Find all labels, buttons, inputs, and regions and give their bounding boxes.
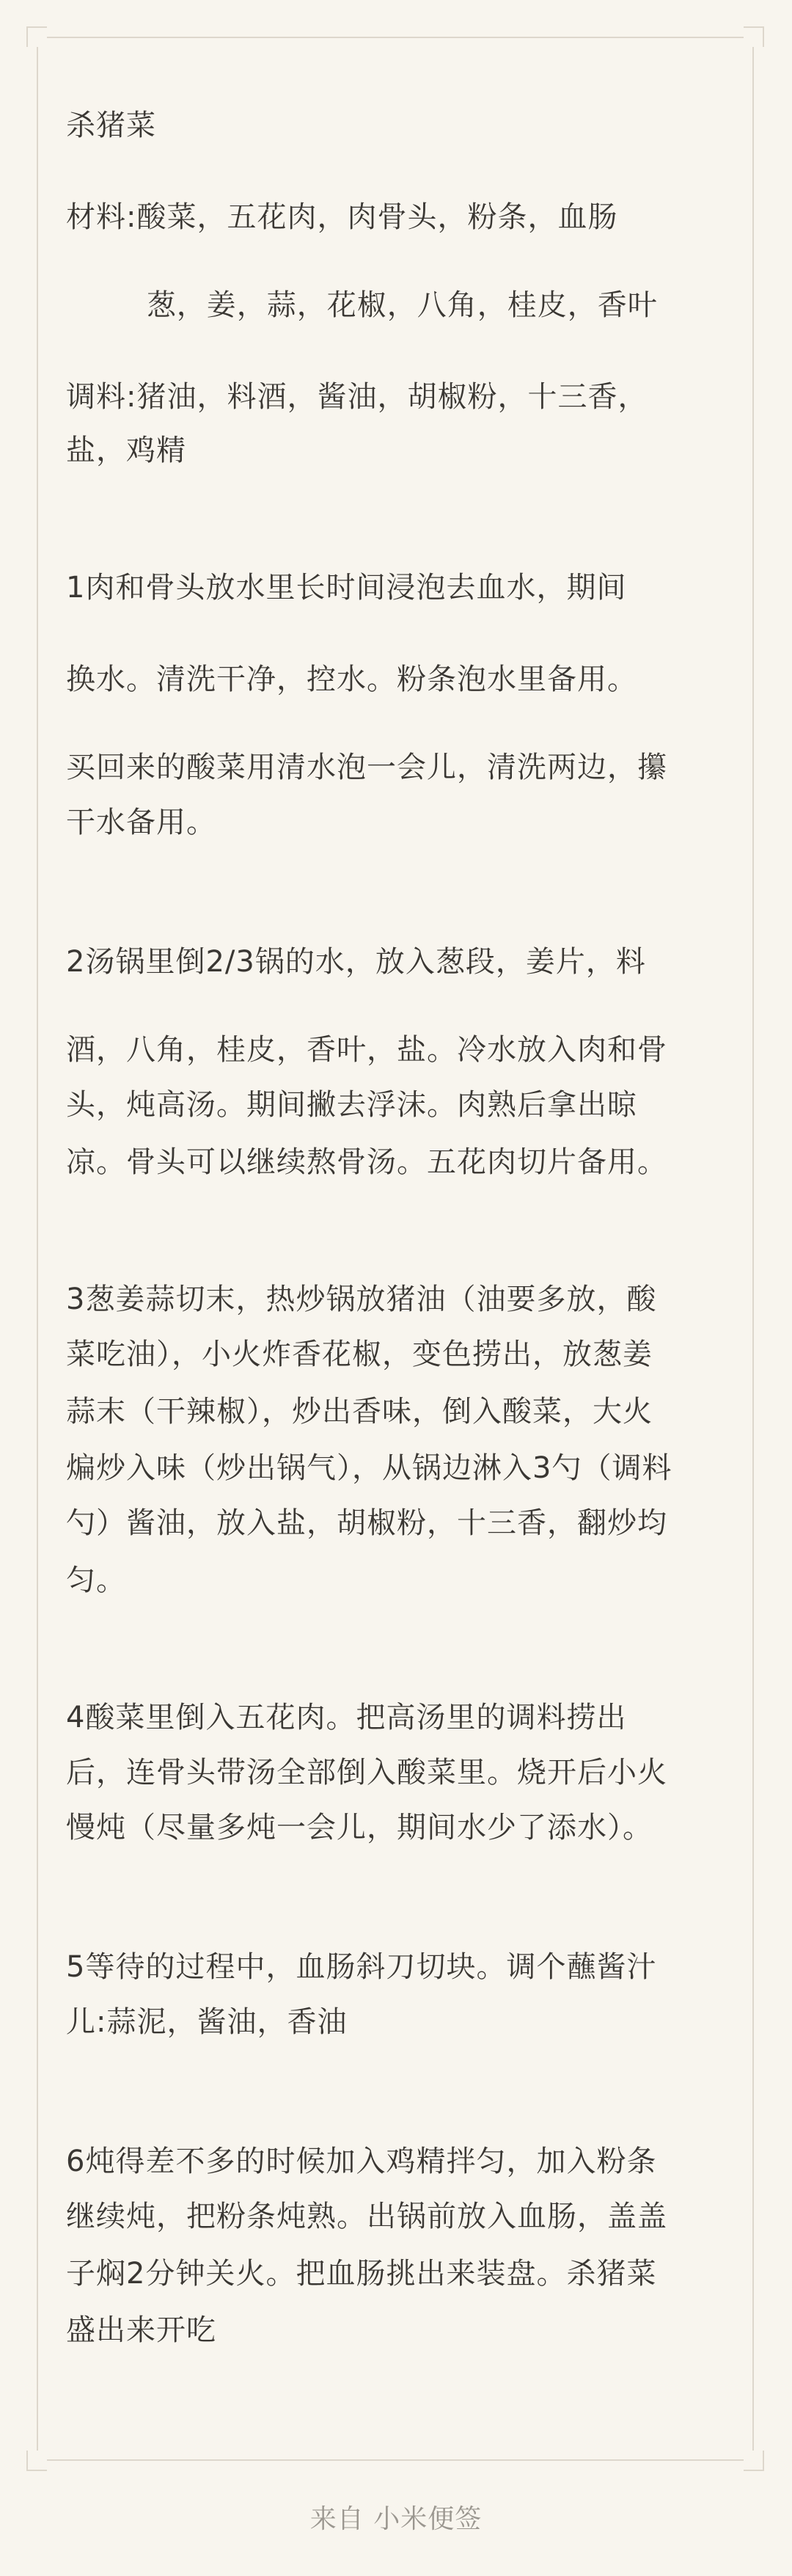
- note-line: 勺）酱油，放入盐，胡椒粉，十三香，翻炒均: [66, 1506, 667, 1540]
- note-line: 2汤锅里倒2/3锅的水，放入葱段，姜片，料: [66, 945, 646, 979]
- note-line: 蒜末（干辣椒），炒出香味，倒入酸菜，大火: [66, 1395, 653, 1429]
- frame-corner-ornament: [744, 26, 764, 47]
- frame-corner-ornament: [744, 2451, 764, 2471]
- note-line: 换水。清洗干净，控水。粉条泡水里备用。: [66, 663, 637, 696]
- note-line: 3葱姜蒜切末，热炒锅放猪油（油要多放，酸: [66, 1282, 657, 1316]
- note-line: 后，连骨头带汤全部倒入酸菜里。烧开后小火: [66, 1756, 667, 1789]
- note-line: 盐，鸡精: [66, 434, 186, 467]
- note-line: 酒，八角，桂皮，香叶，盐。冷水放入肉和骨: [66, 1033, 667, 1067]
- note-line: 材料:酸菜，五花肉，肉骨头，粉条，血肠: [66, 200, 618, 234]
- frame-corner-ornament: [26, 26, 47, 47]
- note-line: 调料:猪油，料酒，酱油，胡椒粉，十三香，: [66, 380, 648, 414]
- note-title: 杀猪菜: [66, 109, 156, 142]
- note-line: 4酸菜里倒入五花肉。把高汤里的调料捞出: [66, 1701, 627, 1734]
- note-line: 葱，姜，蒜，花椒，八角，桂皮，香叶: [66, 288, 658, 322]
- frame-corner-ornament: [26, 2451, 47, 2471]
- note-line: 凉。骨头可以继续熬骨汤。五花肉切片备用。: [66, 1145, 667, 1179]
- note-line: 6炖得差不多的时候加入鸡精拌匀，加入粉条: [66, 2145, 657, 2178]
- note-line: 盛出来开吃: [66, 2313, 216, 2347]
- note-line: 煸炒入味（炒出锅气），从锅边淋入3勺（调料: [66, 1451, 672, 1485]
- note-line: 子焖2分钟关火。把血肠挑出来装盘。杀猪菜: [66, 2257, 657, 2291]
- note-line: 5等待的过程中，血肠斜刀切块。调个蘸酱汁: [66, 1950, 657, 1984]
- note-line: 干水备用。: [66, 806, 216, 839]
- note-line: 1肉和骨头放水里长时间浸泡去血水，期间: [66, 571, 627, 605]
- note-line: 匀。: [66, 1564, 126, 1597]
- source-footer: 来自 小米便签: [309, 2504, 483, 2534]
- note-line: 买回来的酸菜用清水泡一会儿，清洗两边，攥: [66, 751, 667, 784]
- note-line: 菜吃油），小火炸香花椒，变色捞出，放葱姜: [66, 1338, 653, 1371]
- note-line: 慢炖（尽量多炖一会儿，期间水少了添水）。: [66, 1811, 653, 1845]
- note-line: 继续炖，把粉条炖熟。出锅前放入血肠，盖盖: [66, 2200, 667, 2233]
- note-line: 儿:蒜泥，酱油，香油: [66, 2005, 348, 2039]
- note-line: 头，炖高汤。期间撇去浮沫。肉熟后拿出晾: [66, 1088, 637, 1122]
